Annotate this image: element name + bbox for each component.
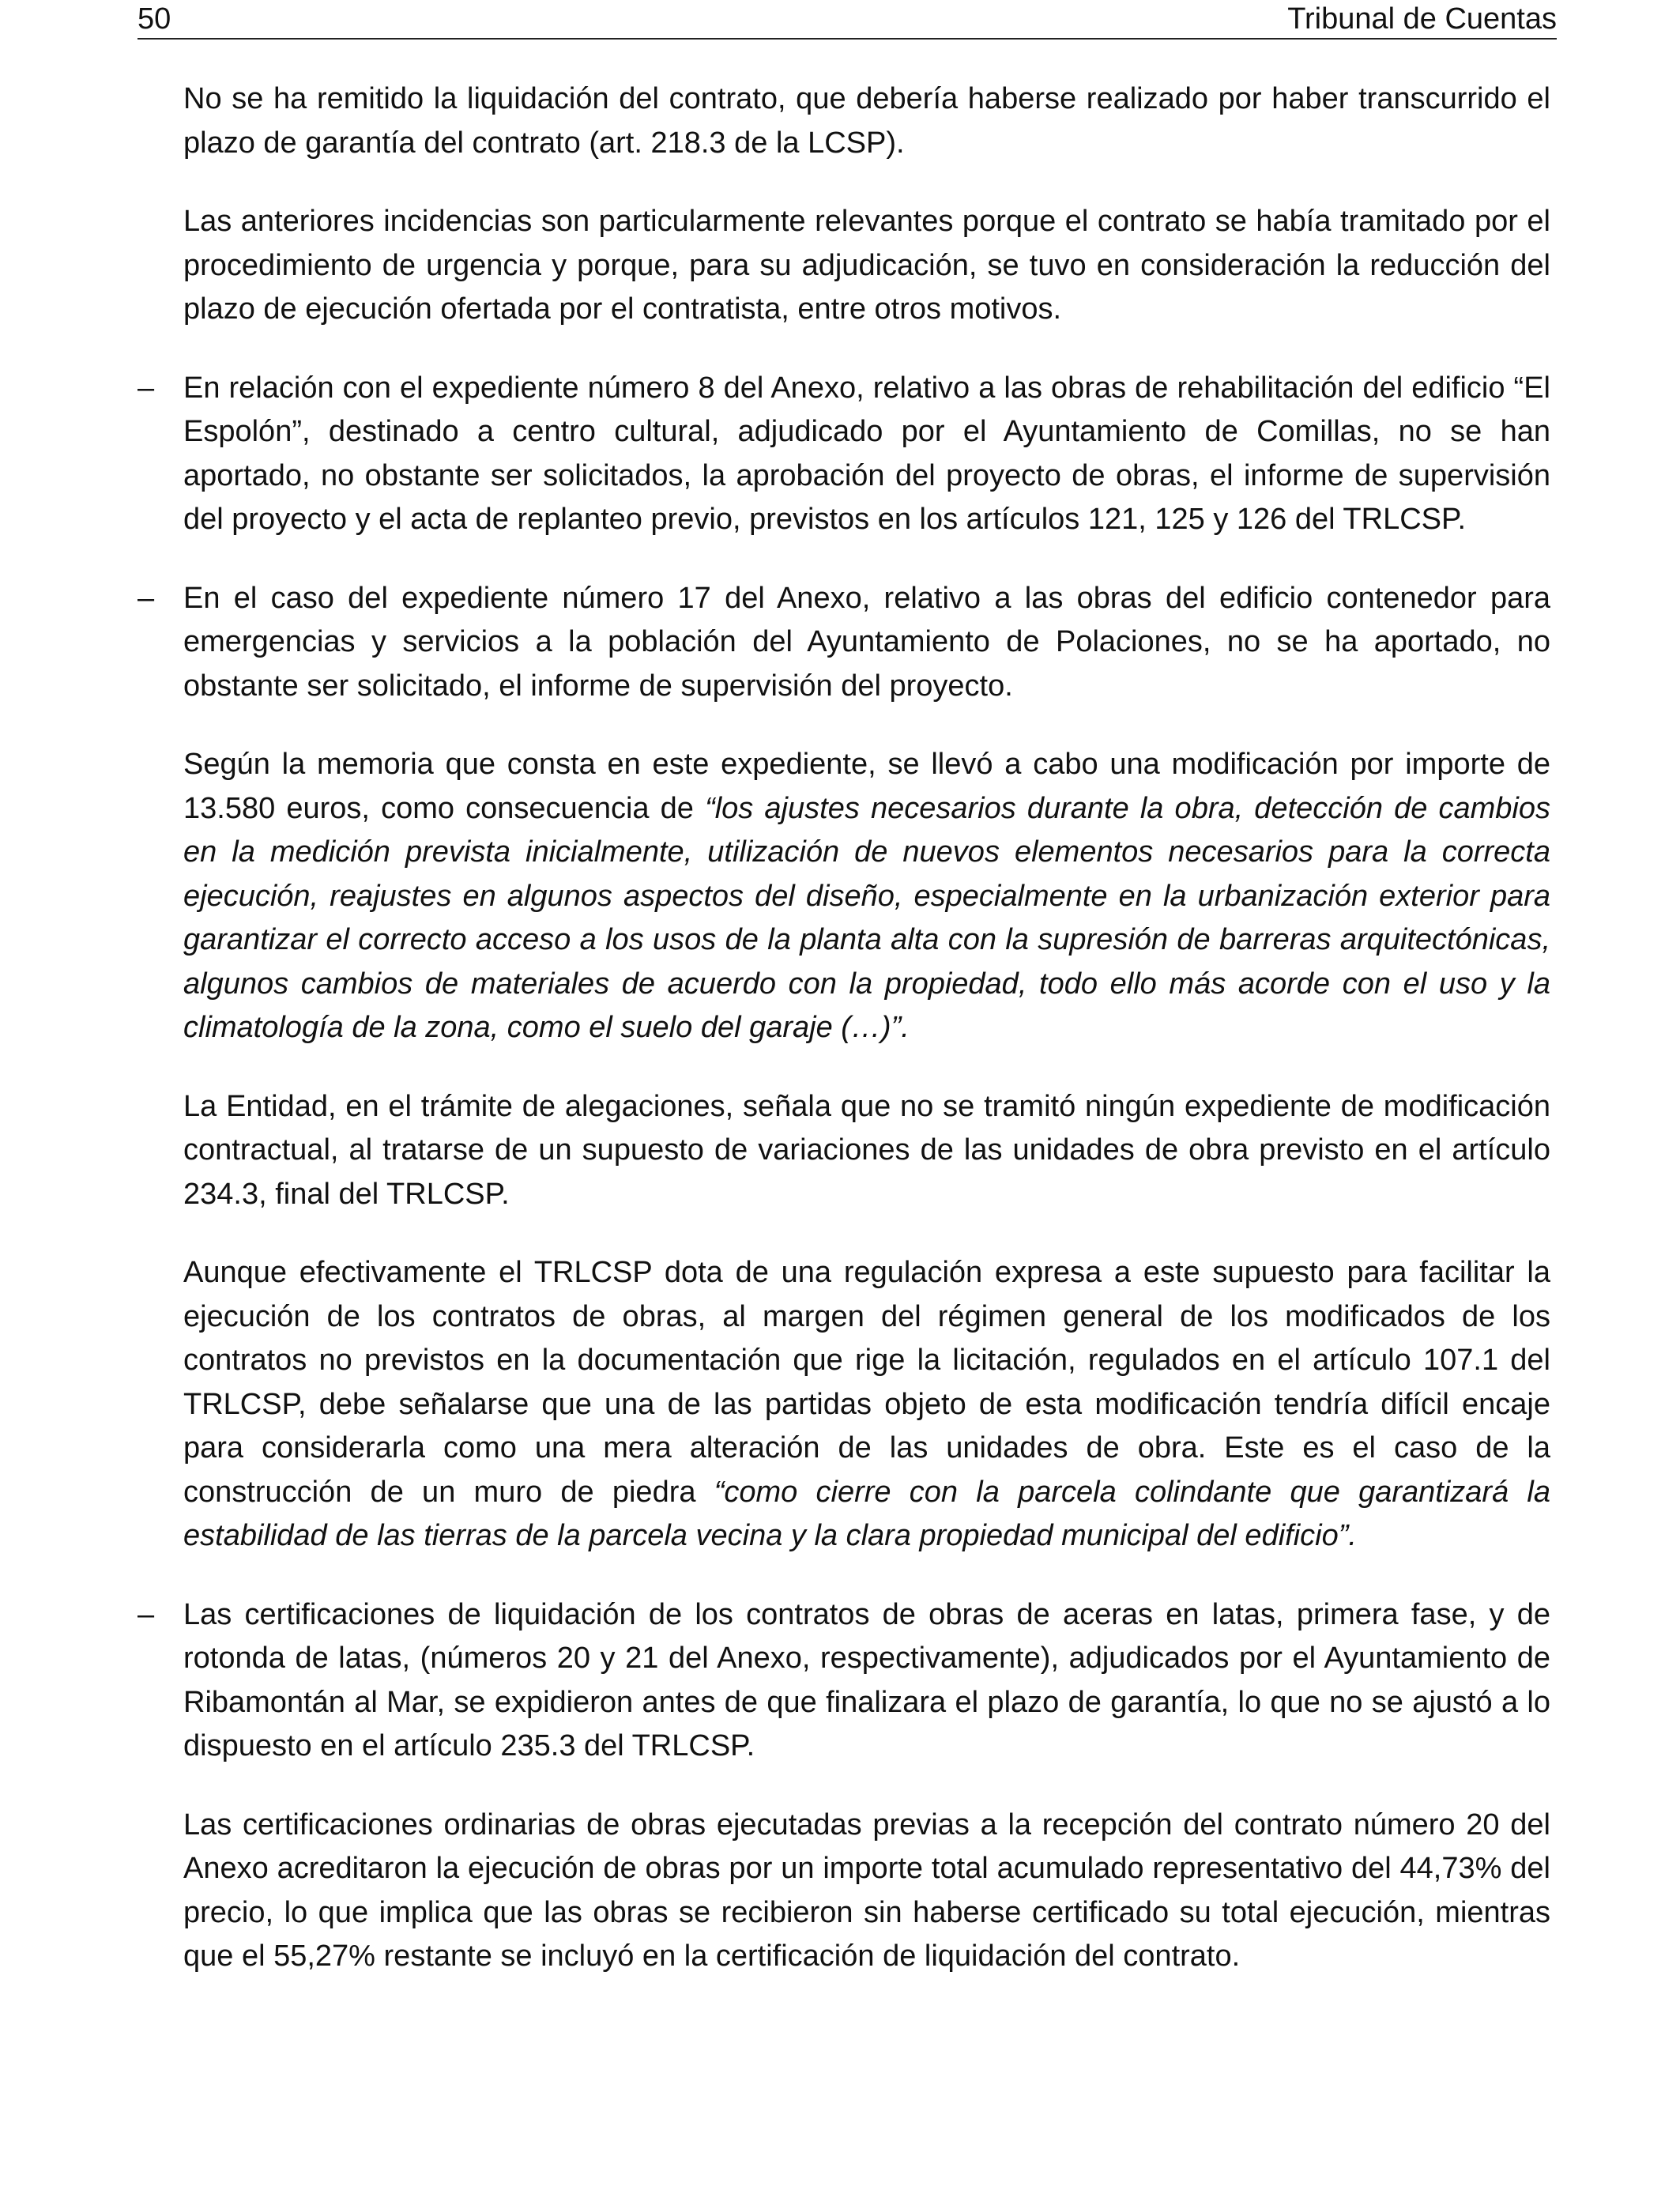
document-body: [183, 77, 1550, 2014]
paragraph-trlcsp-regulacion: [183, 1251, 1550, 1559]
paragraph-text: No se ha remitido la liquidación del contrato, que debería haberse realizado por haber transcurrido el plazo de garantía del contrato (art. 218.3 de la LCSP).: [183, 82, 1550, 160]
paragraph-text: En relación con el expediente número 8 del Anexo, relativo a las obras de rehabilitación del edificio “El Espolón”, destinado a centro cultural, adjudicado por el Ayuntamiento de Comillas, no se han aportado, no obstante ser solicitados, la aprobación del proyecto de obras, el informe de supervisión del proyecto y el acta de replanteo previo, previstos en los artículos 121, 125 y 126 del TRLCSP.: [183, 371, 1550, 536]
paragraph-text: Aunque efectivamente el TRLCSP dota de una regulación expresa a este supuesto para facilitar la ejecución de los contratos de obras, al margen del régimen general de los modificados de los contratos no previstos en la documentación que rige la licitación, regulados en el artículo 107.1 del TRLCSP, debe señalarse que una de las partidas objeto de esta modificación tendría difícil encaje para considerarla como una mera alteración de las unidades de obra. Este es el caso de la construcción de un muro de piedra: [183, 1256, 1550, 1509]
page-header: [137, 0, 1557, 40]
paragraph-memoria-modificacion: [183, 743, 1550, 1050]
bullet-item-expediente-8: [183, 367, 1550, 542]
paragraph-text: Las anteriores incidencias son particularmente relevantes porque el contrato se había tramitado por el procedimiento de urgencia y porque, para su adjudicación, se tuvo en consideración la reducción del plazo de ejecución ofertada por el contratista, entre otros motivos.: [183, 205, 1550, 326]
paragraph-relevance: [183, 200, 1550, 332]
paragraph-contract-liquidation: [183, 77, 1550, 165]
paragraph-alegaciones: [183, 1085, 1550, 1217]
paragraph-certificaciones-ordinarias: [183, 1804, 1550, 1979]
paragraph-text: Las certificaciones de liquidación de los contratos de obras de aceras en latas, primera fase, y de rotonda de latas, (números 20 y 21 del Anexo, respectivamente), adjudicados por el Ayuntamiento de Ribamontán al Mar, se expidieron antes de que finalizara el plazo de garantía, lo que no se ajustó a lo dispuesto en el artículo 235.3 del TRLCSP.: [183, 1597, 1550, 1762]
paragraph-quote: “como cierre con la parcela colindante que garantizará la estabilidad de las tierras de la parcela vecina y la clara propiedad municipal del edificio”.: [183, 1475, 1550, 1552]
paragraph-text: La Entidad, en el trámite de alegaciones, señala que no se tramitó ningún expediente de modificación contractual, al tratarse de un supuesto de variaciones de las unidades de obra previsto en el artículo 234.3, final del TRLCSP.: [183, 1089, 1550, 1211]
header-organization: Tribunal de Cuentas: [1287, 2, 1557, 36]
paragraph-text: Según la memoria que consta en este expediente, se llevó a cabo una modificación por importe de 13.580 euros, como consecuencia de: [183, 748, 1550, 825]
bullet-item-certificaciones-liquidacion: [183, 1593, 1550, 1769]
bullet-item-expediente-17: [183, 577, 1550, 709]
paragraph-text: En el caso del expediente número 17 del Anexo, relativo a las obras del edificio contenedor para emergencias y servicios a la población del Ayuntamiento de Polaciones, no se ha aportado, no obstante ser solicitado, el informe de supervisión del proyecto.: [183, 581, 1550, 703]
page-number: 50: [137, 2, 171, 36]
paragraph-quote: “los ajustes necesarios durante la obra, detección de cambios en la medición prevista inicialmente, utilización de nuevos elementos necesarios para la correcta ejecución, reajustes en algunos aspectos del diseño, especialmente en la urbanización exterior para garantizar el correcto acceso a los usos de la planta alta con la supresión de barreras arquitectónicas, algunos cambios de materiales de acuerdo con la propiedad, todo ello más acorde con el uso y la climatología de la zona, como el suelo del garaje (…)”.: [183, 791, 1550, 1044]
paragraph-text: Las certificaciones ordinarias de obras ejecutadas previas a la recepción del contrato número 20 del Anexo acreditaron la ejecución de obras por un importe total acumulado representativo del 44,73% del precio, lo que implica que las obras se recibieron sin haberse certificado su total ejecución, mientras que el 55,27% restante se incluyó en la certificación de liquidación del contrato.: [183, 1808, 1550, 1973]
